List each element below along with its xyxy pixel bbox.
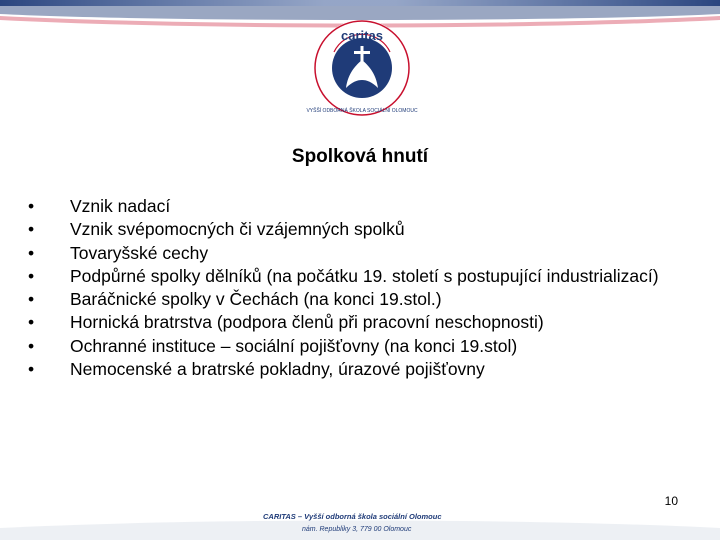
list-item-text: Nemocenské a bratrské pokladny, úrazové pojišťovny (70, 359, 485, 380)
list-item-text: Hornická bratrstva (podpora členů při pracovní neschopnosti) (70, 312, 544, 333)
bullet-icon: • (28, 219, 35, 240)
bullet-icon: • (28, 196, 35, 216)
footer-address: nám. Republiky 3, 779 00 Olomouc (302, 526, 412, 533)
list-item-text: Ochranné instituce – sociální pojišťovny (na konci 19.stol) (70, 335, 518, 356)
list-item (28, 288, 668, 311)
bullet-icon: • (28, 359, 35, 380)
page-number: 10 (664, 494, 678, 508)
list-item (28, 311, 668, 334)
bullet-icon: • (28, 312, 35, 333)
list-item-text: Podpůrné spolky dělníků (na počátku 19. století s postupující industrializací) (70, 265, 659, 286)
bullet-icon: • (28, 242, 35, 263)
footer-school-name: CARITAS – Vyšší odborná škola sociální Olomouc (263, 512, 442, 521)
list-item (28, 218, 668, 241)
list-item (28, 335, 668, 358)
list-item (28, 358, 668, 381)
bullet-icon: • (28, 289, 35, 310)
bullet-icon: • (28, 335, 35, 356)
slide-title: Spolková hnutí (291, 146, 429, 167)
logo-brand-text: caritas (341, 28, 383, 43)
bullet-icon: • (28, 265, 35, 286)
caritas-logo (306, 18, 418, 118)
logo-ring-text: VYŠŠÍ ODBORNÁ ŠKOLA SOCIÁLNÍ OLOMOUC (306, 108, 418, 114)
list-item-text: Tovaryšské cechy (70, 242, 209, 263)
bullet-list (28, 195, 668, 381)
list-item (28, 195, 668, 218)
list-item (28, 265, 668, 288)
list-item (28, 242, 668, 265)
list-item-text: Vznik nadací (70, 196, 171, 216)
list-item-text: Vznik svépomocných či vzájemných spolků (70, 219, 405, 240)
list-item-text: Baráčnické spolky v Čechách (na konci 19.stol.) (70, 289, 442, 310)
